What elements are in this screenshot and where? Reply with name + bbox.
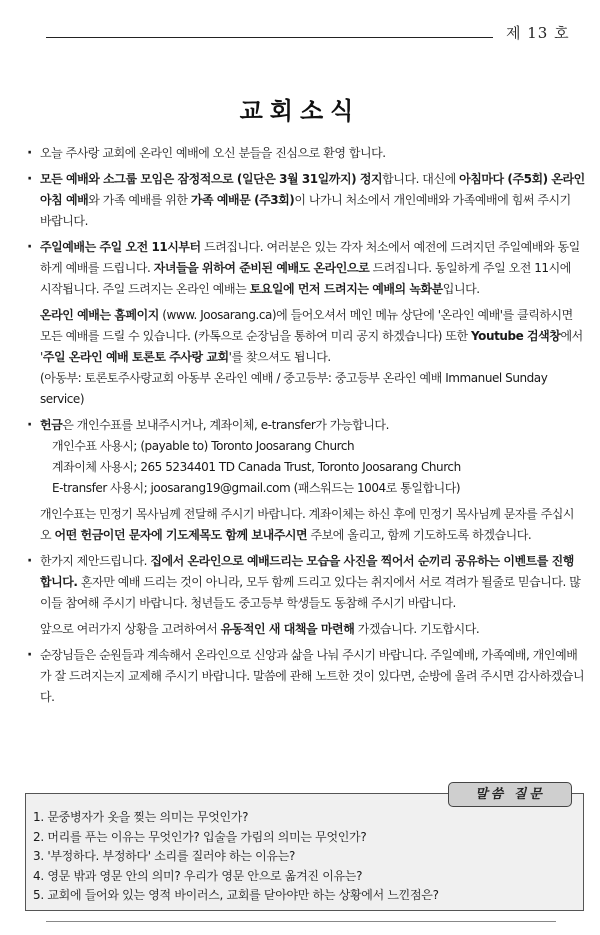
gathering-text-3: 이 나가니 처소에서 개인예배와 가족예배에 힘써 주시기 바랍니다.: [40, 193, 571, 228]
proposal-para-text-1: 앞으로 여러가지 상황을 고려하여서: [40, 622, 221, 636]
proposal-para-text-2: 가겠습니다. 기도합시다.: [354, 622, 480, 636]
offering-para-text-2: 주보에 올리고, 함께 기도하도록 하겠습니다.: [307, 528, 532, 542]
proposal-text-2: 혼자만 예배 드리는 것이 아니라, 모두 함께 드리고 있다는 취지에서 서로 격려가 될줄로 믿습니다. 많이들 참여해 주시기 바랍니다. 청년들도 중고등부 학생들도 동참해 주시기 바랍니다.: [40, 575, 581, 610]
header-rule: [46, 37, 493, 38]
leaders-text: 순장님들은 순원들과 계속해서 온라인으로 신앙과 삶을 나눠 주시기 바랍니다. 주일예배, 가족예배, 개인예배가 잘 드려지는지 교제해 주시기 바랍니다. 말씀에 관해 노트한 것이 있다면, 순방에 올려 주시면 감사하겠습니다.: [40, 648, 585, 704]
questions-list: [33, 808, 581, 906]
offering-paragraph: [30, 504, 585, 546]
online-bold-3: 주일 온라인 예배 토론토 주사랑 교회: [42, 350, 229, 364]
sunday-bold-3: 토요일에 먼저 드려지는 예배의 녹화분: [249, 282, 443, 296]
question-item: 2. 머리를 푸는 이유는 무엇인가? 입술을 가림의 의미는 무엇인가?: [33, 829, 367, 844]
gathering-bold-2: 아침마다 (주5회) 온라인 아침 예배: [40, 172, 585, 207]
sunday-text-3: 입니다.: [442, 282, 480, 296]
sunday-bold-1: 주일예배는 주일 오전 11시부터: [40, 240, 201, 254]
online-note: (아동부: 토론토주사랑교회 아동부 온라인 예배 / 중고등부: 중고등부 온라인 예배 Immanuel Sunday service): [40, 371, 548, 406]
proposal-paragraph: [30, 619, 585, 640]
news-content: [30, 143, 585, 708]
offering-etransfer-line: E-transfer 사용시; joosarang19@gmail.com (패스워드는 1004로 통일합니다): [52, 481, 461, 495]
news-item-offering: [30, 415, 585, 436]
footer-rule: [46, 921, 556, 922]
online-text-1: (www. Joosarang.ca)에 들어오셔서 메인 메뉴 상단에 '온라인 예배'를 클릭하시면 모든 예배를 드릴 수 있습니다. (카톡으로 순장님을 통하여 미리 공지 하겠습니다) 또한: [40, 308, 573, 343]
sunday-text-1: 드려집니다. 여러분은 있는 각자 처소에서 예전에 드려지던 주일예배와 동일하게 예배를 드립니다.: [40, 240, 580, 275]
question-item: 1. 문중병자가 옷을 찢는 의미는 무엇인가?: [33, 810, 249, 824]
news-item-welcome: [30, 143, 585, 164]
sunday-bold-2: 자녀들을 위하여 준비된 예배도 온라인으로: [153, 261, 370, 275]
question-item: 5. 교회에 들어와 있는 영적 바이러스, 교회를 닫아야만 하는 상황에서 느낀점은?: [33, 888, 439, 902]
news-item-proposal: [30, 551, 585, 614]
online-worship-paragraph: [30, 305, 585, 410]
proposal-text-1: 한가지 제안드립니다.: [40, 554, 151, 568]
online-bold-2: Youtube 검색창: [471, 329, 561, 343]
online-text-3: '를 찾으셔도 됩니다.: [228, 350, 331, 364]
online-text-2: 에서 ': [40, 329, 583, 364]
news-item-gathering: [30, 169, 585, 232]
news-item-sunday: [30, 237, 585, 300]
sunday-text-2: 드려집니다. 동일하게 주일 오전 11시에 시작됩니다. 주일 드려지는 온라인 예배는: [40, 261, 571, 296]
offering-check-line: 개인수표 사용시; (payable to) Toronto Joosarang Church: [52, 439, 355, 453]
offering-bold-1: 헌금: [40, 418, 63, 432]
gathering-bold-3: 가족 예배문 (주3회): [190, 193, 295, 207]
question-item: 3. '부정하다. 부정하다' 소리를 질러야 하는 이유는?: [33, 849, 296, 863]
questions-heading: 말씀 질문: [448, 782, 572, 807]
welcome-text: 오늘 주사랑 교회에 온라인 예배에 오신 분들을 진심으로 환영 합니다.: [40, 146, 386, 160]
proposal-para-bold-1: 유동적인 새 대책을 마련해: [220, 622, 355, 636]
news-item-leaders: [30, 645, 585, 708]
gathering-bold-1: 모든 예배와 소그룹 모임은 잠정적으로 (일단은 3월 31일까지) 정지: [40, 172, 383, 186]
offering-para-text-1: 개인수표는 민정기 목사님께 전달해 주시기 바랍니다. 계좌이체는 하신 후에 민정기 목사님께 문자를 주십시오: [40, 507, 574, 542]
offering-transfer-line: 계좌이체 사용시; 265 5234401 TD Canada Trust, Toronto Joosarang Church: [52, 460, 461, 474]
page-title: 교회소식: [239, 96, 361, 125]
online-bold-1: 온라인 예배는 홈페이지: [40, 308, 159, 322]
issue-number: 제 13 호: [506, 24, 570, 42]
proposal-bold-1: 집에서 온라인으로 예배드리는 모습을 사진을 찍어서 순끼리 공유하는 이벤트를 진행합니다.: [40, 554, 574, 589]
gathering-text-1: 합니다. 대신에: [382, 172, 460, 186]
offering-text-1: 은 개인수표를 보내주시거나, 계좌이체, e-transfer가 가능합니다.: [62, 418, 389, 432]
question-item: 4. 영문 밖과 영문 안의 의미? 우리가 영문 안으로 옮겨진 이유는?: [33, 868, 363, 883]
gathering-text-2: 와 가족 예배를 위한: [88, 193, 191, 207]
offering-para-bold-1: 어떤 헌금이던 문자에 기도제목도 함께 보내주시면: [54, 528, 308, 542]
